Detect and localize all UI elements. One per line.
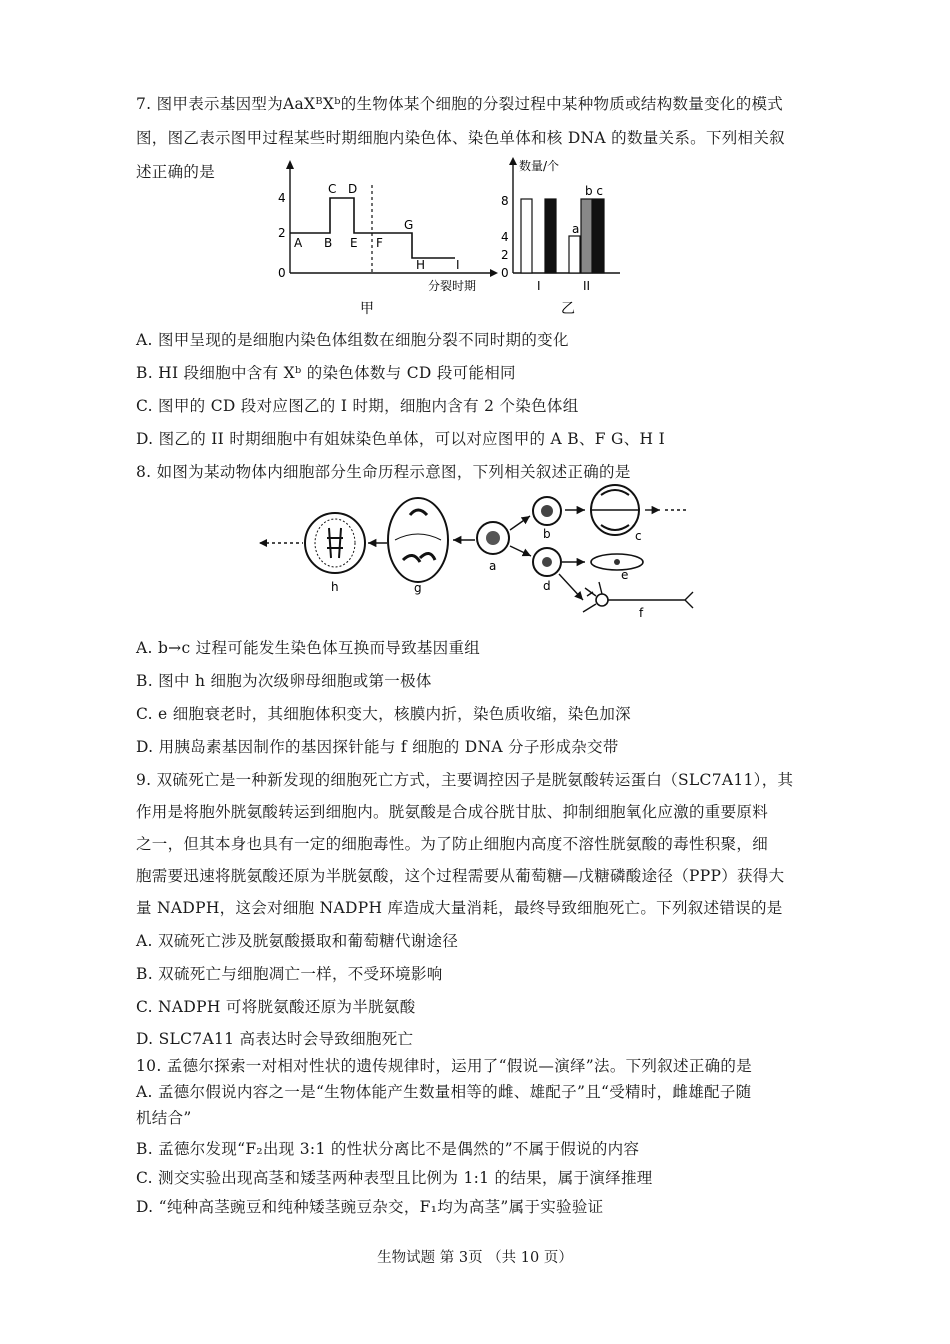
- cell-b: [533, 497, 561, 525]
- q8-option-A: A. b→c 过程可能发生染色体互换而导致基因重组: [136, 639, 481, 657]
- bar-I-c: [545, 199, 556, 273]
- jia-point-E: E: [350, 236, 358, 250]
- jia-caption: 甲: [360, 301, 374, 317]
- cell-d: [533, 548, 561, 576]
- yi-ylabel: 数量/个: [519, 159, 560, 173]
- jia-point-B: B: [324, 236, 333, 250]
- q9-option-D: D. SLC7A11 高表达时会导致细胞死亡: [136, 1030, 414, 1048]
- q7-option-D: D. 图乙的 II 时期细胞中有姐妹染色单体，可以对应图甲的 A B、F G、H I: [136, 430, 665, 448]
- jia-xlabel: 分裂时期: [428, 279, 477, 293]
- bar-II-c: [593, 199, 604, 273]
- q9-stem-line5: 量 NADPH，这会对细胞 NADPH 库造成大量消耗，最终导致细胞死亡。下列叙述错误的是: [136, 899, 783, 917]
- bar-II-a: [569, 236, 580, 273]
- jia-point-H: H: [416, 258, 426, 272]
- q7-stem-line3: 述正确的是: [136, 163, 216, 181]
- jia-point-I: I: [456, 258, 460, 272]
- figure-jia-step-chart: [270, 155, 500, 325]
- q10-option-A-line2: 机结合”: [136, 1109, 192, 1127]
- bar-I-a: [521, 199, 532, 273]
- q10-option-C: C. 测交实验出现高茎和矮茎两种表型且比例为 1:1 的结果，属于演绎推理: [136, 1169, 653, 1187]
- label-d: d: [543, 579, 551, 593]
- cell-life-history-diagram: [255, 480, 705, 620]
- q8-option-C: C. e 细胞衰老时，其细胞体积变大，核膜内折，染色质收缩，染色加深: [136, 705, 631, 723]
- q10-stem: 10. 孟德尔探索一对相对性状的遗传规律时，运用了“假说—演绎”法。下列叙述正确的是: [136, 1057, 753, 1075]
- q9-stem-line4: 胞需要迅速将胱氨酸还原为半胱氨酸，这个过程需要从葡萄糖—戊糖磷酸途径（PPP）获得大: [136, 867, 785, 885]
- jia-ytick-4: 4: [278, 191, 286, 205]
- yi-ytick-2: 2: [501, 248, 509, 262]
- jia-point-F: F: [376, 236, 383, 250]
- jia-point-C: C: [328, 182, 337, 196]
- q9-option-C: C. NADPH 可将胱氨酸还原为半胱氨酸: [136, 998, 416, 1016]
- q9-stem-line2: 作用是将胞外胱氨酸转运到细胞内。胱氨酸是合成谷胱甘肽、抑制细胞氧化应激的重要原料: [136, 803, 769, 821]
- cell-a: [477, 522, 509, 554]
- q9-stem-line3: 之一，但其本身也具有一定的细胞毒性。为了防止细胞内高度不溶性胱氨酸的毒性积聚，细: [136, 835, 769, 853]
- yi-ytick-0: 0: [501, 266, 509, 280]
- jia-point-D: D: [348, 182, 358, 196]
- q8-option-B: B. 图中 h 细胞为次级卵母细胞或第一极体: [136, 672, 432, 690]
- q9-stem-line1: 9. 双硫死亡是一种新发现的细胞死亡方式，主要调控因子是胱氨酸转运蛋白（SLC7A11），其: [136, 771, 794, 789]
- yi-ytick-8: 8: [501, 194, 509, 208]
- label-f: f: [639, 606, 644, 620]
- q7-option-B: B. HI 段细胞中含有 Xᵇ 的染色体数与 CD 段可能相同: [136, 364, 516, 382]
- q10-option-B: B. 孟德尔发现“F₂出现 3:1 的性状分离比不是偶然的”不属于假说的内容: [136, 1140, 640, 1158]
- page-footer: 生物试题 第 3页 （共 10 页）: [377, 1250, 573, 1266]
- yi-label-bc: b c: [585, 184, 604, 198]
- label-h: h: [331, 580, 339, 594]
- q9-option-A: A. 双硫死亡涉及胱氨酸摄取和葡萄糖代谢途径: [136, 932, 459, 950]
- yi-label-a: a: [572, 222, 580, 236]
- figure-yi-bar-chart: [495, 155, 635, 325]
- jia-ytick-2: 2: [278, 226, 286, 240]
- jia-point-A: A: [294, 236, 303, 250]
- cell-h: [305, 513, 365, 573]
- cell-f: [583, 582, 693, 612]
- q8-option-D: D. 用胰岛素基因制作的基因探针能与 f 细胞的 DNA 分子形成杂交带: [136, 738, 619, 756]
- label-e: e: [621, 568, 629, 582]
- q10-option-D: D. “纯种高茎豌豆和纯种矮茎豌豆杂交，F₁均为高茎”属于实验验证: [136, 1198, 604, 1216]
- q7-option-A: A. 图甲呈现的是细胞内染色体组数在细胞分裂不同时期的变化: [136, 331, 569, 349]
- yi-ytick-4: 4: [501, 230, 509, 244]
- label-c: c: [635, 529, 642, 543]
- yi-caption: 乙: [561, 301, 575, 317]
- cell-g: [388, 498, 448, 582]
- q7-stem-line1: 7. 图甲表示基因型为AaXᴮXᵇ的生物体某个细胞的分裂过程中某种物质或结构数量变化的模式: [136, 95, 784, 113]
- yi-group-I: I: [537, 279, 541, 293]
- cell-e: [591, 554, 643, 570]
- bar-II-b: [581, 199, 592, 273]
- q10-option-A-line1: A. 孟德尔假说内容之一是“生物体能产生数量相等的雌、雄配子”且“受精时，雌雄配子随: [136, 1083, 752, 1101]
- q9-option-B: B. 双硫死亡与细胞凋亡一样，不受环境影响: [136, 965, 443, 983]
- label-a: a: [489, 559, 497, 573]
- yi-group-II: II: [583, 279, 591, 293]
- cell-c: [591, 485, 639, 535]
- jia-ytick-0: 0: [278, 266, 286, 280]
- q8-stem: 8. 如图为某动物体内细胞部分生命历程示意图，下列相关叙述正确的是: [136, 463, 631, 481]
- jia-point-G: G: [404, 218, 414, 232]
- label-b: b: [543, 527, 551, 541]
- q7-option-C: C. 图甲的 CD 段对应图乙的 I 时期，细胞内含有 2 个染色体组: [136, 397, 579, 415]
- q7-stem-line2: 图，图乙表示图甲过程某些时期细胞内染色体、染色单体和核 DNA 的数量关系。下列相关叙: [136, 129, 785, 147]
- label-g: g: [414, 581, 422, 595]
